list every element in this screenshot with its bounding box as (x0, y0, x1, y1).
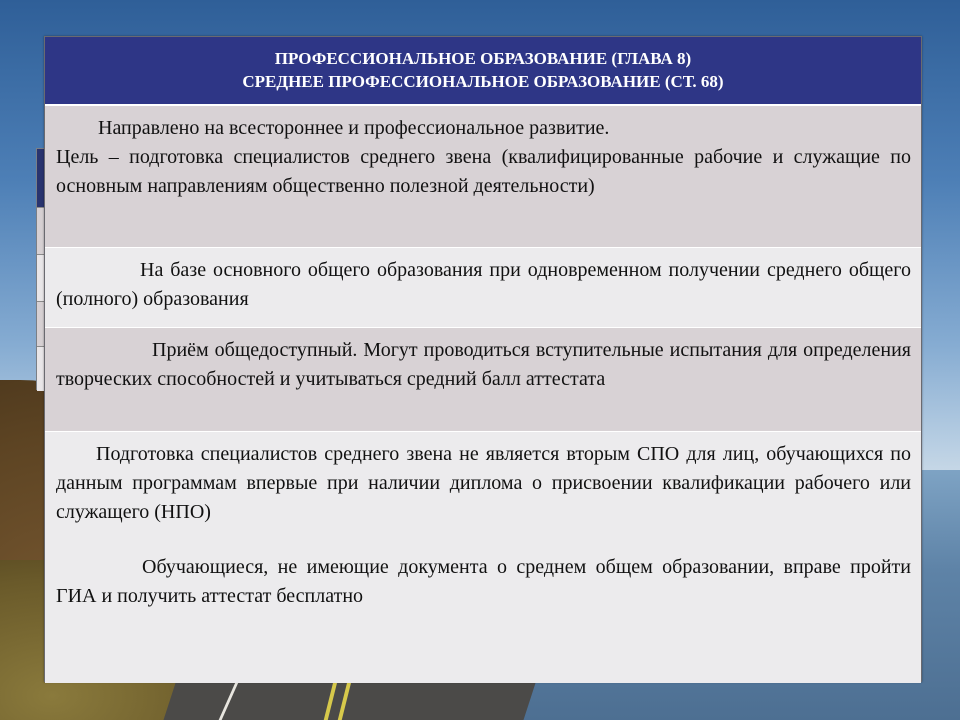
row-text: Подготовка специалистов среднего звена не является вторым СПО для лиц, обучающихся по данным программам впервые при наличии диплома о присвоении квалификации рабочего или служащего (НПО) (56, 443, 911, 523)
row-text: Обучающиеся, не имеющие документа о среднем общем образовании, вправе пройти ГИА и получить аттестат бесплатно (56, 556, 911, 607)
header-title-line-2: СРЕДНЕЕ ПРОФЕССИОНАЛЬНОЕ ОБРАЗОВАНИЕ (СТ. 68) (242, 72, 724, 91)
table-row-purpose (45, 105, 921, 247)
content-table (44, 36, 922, 682)
row-text: Цель – подготовка специалистов среднего звена (квалифицированные рабочие и служащие по основным направлениям общественно полезной деятельности) (56, 146, 911, 197)
table-row-admission (45, 327, 921, 431)
row-text: Приём общедоступный. Могут проводиться вступительные испытания для определения творческих способностей и учитываться средний балл аттестата (56, 339, 911, 390)
spacer (56, 527, 911, 553)
table-row-basis (45, 247, 921, 327)
table-header (45, 37, 921, 105)
row-text: Направлено на всестороннее и профессиональное развитие. (98, 117, 610, 139)
row-text: На базе основного общего образования при одновременном получении среднего общего (полного) образования (56, 259, 911, 310)
header-title-line-1: ПРОФЕССИОНАЛЬНОЕ ОБРАЗОВАНИЕ (ГЛАВА 8) (274, 49, 692, 68)
table-row-notes (45, 431, 921, 683)
